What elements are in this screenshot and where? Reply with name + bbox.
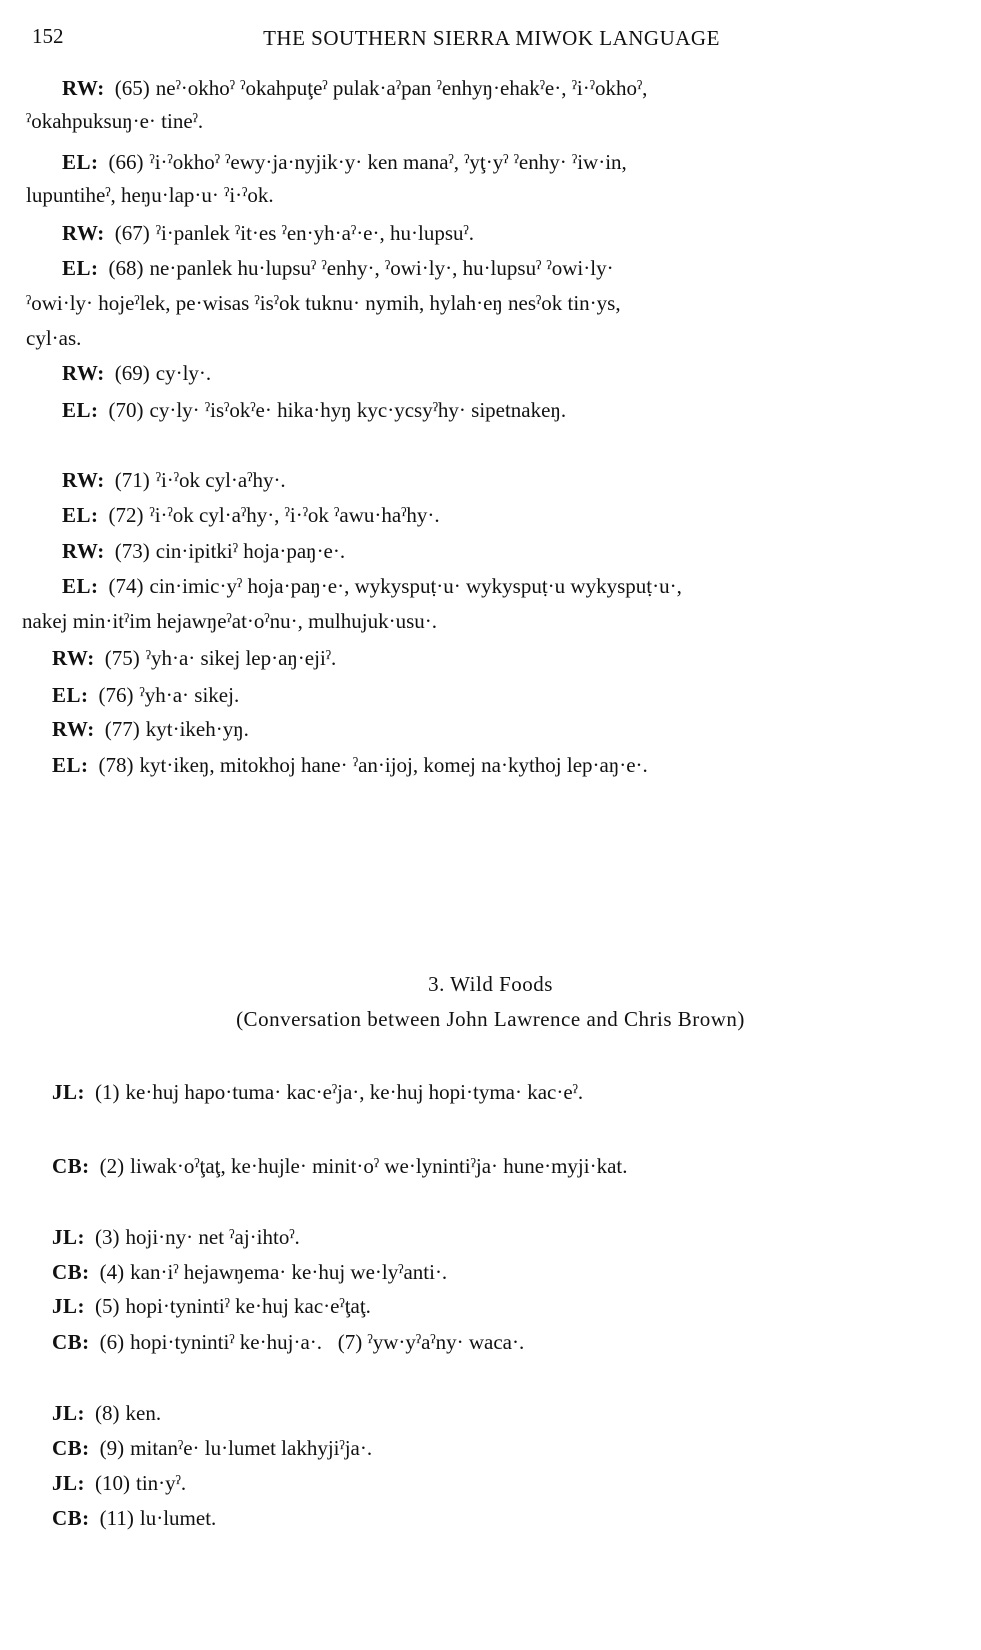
continuation-line	[26, 107, 203, 135]
speaker-label: JL:	[52, 1294, 85, 1318]
utterance-number: (2)	[99, 1154, 125, 1178]
speaker-label: EL:	[62, 256, 99, 280]
utterance-number: (77)	[104, 717, 140, 741]
utterance-text: cy·ly·.	[155, 361, 212, 385]
speaker-label: RW:	[62, 76, 105, 100]
speaker-label: CB:	[52, 1506, 90, 1530]
utterance-number: (11)	[99, 1506, 134, 1530]
dialogue-line	[52, 1469, 186, 1497]
dialogue-line	[52, 1078, 583, 1106]
dialogue-line	[52, 751, 648, 779]
utterance-number: (10)	[95, 1471, 130, 1495]
dialogue-line	[52, 1504, 216, 1532]
speaker-label: CB:	[52, 1436, 90, 1460]
continuation-line	[26, 289, 621, 317]
utterance-text: cin·imic·yˀ hoja·paŋ·e·, wykyspuṭ·u· wykyspuṭ·u wykyspuṭ·u·,	[149, 574, 682, 598]
dialogue-line	[52, 1292, 371, 1320]
utterance-text: ˀyh·a· sikej lep·aŋ·ejiˀ.	[145, 646, 337, 670]
utterance-text: ke·huj hapo·tuma· kac·eˀja·, ke·huj hopi·tyma· kac·eˀ.	[125, 1080, 584, 1104]
utterance-text: tin·yˀ.	[136, 1471, 187, 1495]
utterance-text: mitanˀe· lu·lumet lakhyjiˀja·.	[130, 1436, 373, 1460]
utterance-number: (3)	[95, 1225, 120, 1249]
dialogue-line	[52, 1328, 524, 1356]
speaker-label: RW:	[62, 221, 105, 245]
utterance-number: (65)	[114, 76, 150, 100]
utterance-text: ken.	[125, 1401, 162, 1425]
speaker-label: RW:	[62, 468, 105, 492]
speaker-label: CB:	[52, 1330, 90, 1354]
utterance-number: (74)	[108, 574, 144, 598]
dialogue-line	[62, 359, 211, 387]
dialogue-line	[62, 74, 647, 102]
utterance-number: (73)	[114, 539, 150, 563]
dialogue-line	[62, 501, 440, 529]
dialogue-line	[62, 572, 682, 600]
speaker-label: EL:	[52, 683, 89, 707]
utterance-text: ˀi·ˀokhoˀ ˀewy·ja·nyjik·y· ken manaˀ, ˀyţ·yˀ ˀenhy· ˀiw·in,	[149, 150, 627, 174]
utterance-text: kyt·ikeh·yŋ.	[145, 717, 249, 741]
utterance-text: lupuntiheˀ, heŋu·lap·u· ˀi·ˀok.	[26, 183, 274, 207]
speaker-label: RW:	[62, 539, 105, 563]
utterance-number: (4)	[99, 1260, 125, 1284]
utterance-number: (66)	[108, 150, 144, 174]
dialogue-line	[62, 466, 286, 494]
utterance-text: ˀowi·ly· hojeˀlek, pe·wisas ˀisˀok tuknu· nymih, hylah·eŋ nesˀok tin·ys,	[26, 291, 621, 315]
dialogue-line	[52, 715, 249, 743]
page-header	[32, 22, 951, 54]
utterance-text: hopi·tynintiˀ ke·huj·a·. (7) ˀyw·yˀaˀny· waca·.	[130, 1330, 525, 1354]
utterance-text: kyt·ikeŋ, mitokhoj hane· ˀan·ijoj, komej na·kythoj lep·aŋ·e·.	[139, 753, 648, 777]
utterance-text: cyl·as.	[26, 326, 82, 350]
utterance-text: kan·iˀ hejawŋema· ke·huj we·lyˀanti·.	[130, 1260, 448, 1284]
running-title: THE SOUTHERN SIERRA MIWOK LANGUAGE	[263, 26, 720, 50]
continuation-line	[22, 607, 437, 635]
utterance-number: (5)	[95, 1294, 120, 1318]
utterance-text: liwak·oˀţaţ, ke·hujle· minit·oˀ we·lynintiˀja· hune·myji·kat.	[130, 1154, 628, 1178]
utterance-text: ˀokahpuksuŋ·e· tineˀ.	[26, 109, 204, 133]
continuation-line	[26, 324, 81, 352]
continuation-line	[26, 181, 274, 209]
speaker-label: JL:	[52, 1471, 85, 1495]
speaker-label: EL:	[62, 398, 99, 422]
page-number: 152	[32, 24, 64, 48]
utterance-number: (78)	[98, 753, 134, 777]
utterance-number: (70)	[108, 398, 144, 422]
speaker-label: CB:	[52, 1154, 90, 1178]
speaker-label: EL:	[62, 574, 99, 598]
utterance-number: (1)	[95, 1080, 120, 1104]
utterance-number: (69)	[114, 361, 150, 385]
speaker-label: JL:	[52, 1225, 85, 1249]
dialogue-line	[52, 644, 336, 672]
speaker-label: JL:	[52, 1401, 85, 1425]
dialogue-line	[62, 148, 627, 176]
utterance-number: (75)	[104, 646, 140, 670]
utterance-text: ˀi·ˀok cyl·aˀhy·, ˀi·ˀok ˀawu·haˀhy·.	[149, 503, 440, 527]
speaker-label: CB:	[52, 1260, 90, 1284]
utterance-text: cy·ly· ˀisˀokˀe· hika·hyŋ kyc·ycsyˀhy· sipetnakeŋ.	[149, 398, 567, 422]
speaker-label: EL:	[62, 503, 99, 527]
utterance-text: lu·lumet.	[139, 1506, 217, 1530]
speaker-label: JL:	[52, 1080, 85, 1104]
dialogue-line	[52, 1434, 372, 1462]
utterance-number: (68)	[108, 256, 144, 280]
speaker-label: RW:	[52, 646, 95, 670]
dialogue-line	[52, 1223, 300, 1251]
dialogue-line	[52, 1258, 447, 1286]
speaker-label: RW:	[52, 717, 95, 741]
utterance-text: neˀ·okhoˀ ˀokahpuţeˀ pulak·aˀpan ˀenhyŋ·ehakˀe·, ˀi·ˀokhoˀ,	[155, 76, 648, 100]
utterance-text: hopi·tynintiˀ ke·huj kac·eˀţaţ.	[125, 1294, 371, 1318]
section-title: 3. Wild Foods	[428, 972, 553, 996]
utterance-number: (76)	[98, 683, 134, 707]
utterance-text: ne·panlek hu·lupsuˀ ˀenhy·, ˀowi·ly·, hu·lupsuˀ ˀowi·ly·	[149, 256, 614, 280]
dialogue-line	[62, 537, 345, 565]
dialogue-line	[52, 1399, 161, 1427]
dialogue-line	[62, 219, 474, 247]
utterance-text: cin·ipitkiˀ hoja·paŋ·e·.	[155, 539, 346, 563]
dialogue-line	[62, 254, 614, 282]
utterance-text: hoji·ny· net ˀaj·ihtoˀ.	[125, 1225, 300, 1249]
speaker-label: EL:	[52, 753, 89, 777]
utterance-number: (6)	[99, 1330, 125, 1354]
dialogue-line	[62, 396, 566, 424]
utterance-number: (9)	[99, 1436, 125, 1460]
utterance-text: ˀyh·a· sikej.	[139, 683, 240, 707]
utterance-number: (71)	[114, 468, 150, 492]
dialogue-line	[52, 1152, 628, 1180]
speaker-label: EL:	[62, 150, 99, 174]
utterance-text: ˀi·panlek ˀit·es ˀen·yh·aˀ·e·, hu·lupsuˀ.	[155, 221, 474, 245]
utterance-text: nakej min·itˀim hejawŋeˀat·oˀnu·, mulhujuk·usu·.	[22, 609, 438, 633]
utterance-number: (8)	[95, 1401, 120, 1425]
section-subtitle: (Conversation between John Lawrence and Chris Brown)	[236, 1007, 745, 1031]
dialogue-line	[52, 681, 239, 709]
utterance-number: (67)	[114, 221, 150, 245]
utterance-number: (72)	[108, 503, 144, 527]
speaker-label: RW:	[62, 361, 105, 385]
utterance-text: ˀi·ˀok cyl·aˀhy·.	[155, 468, 286, 492]
